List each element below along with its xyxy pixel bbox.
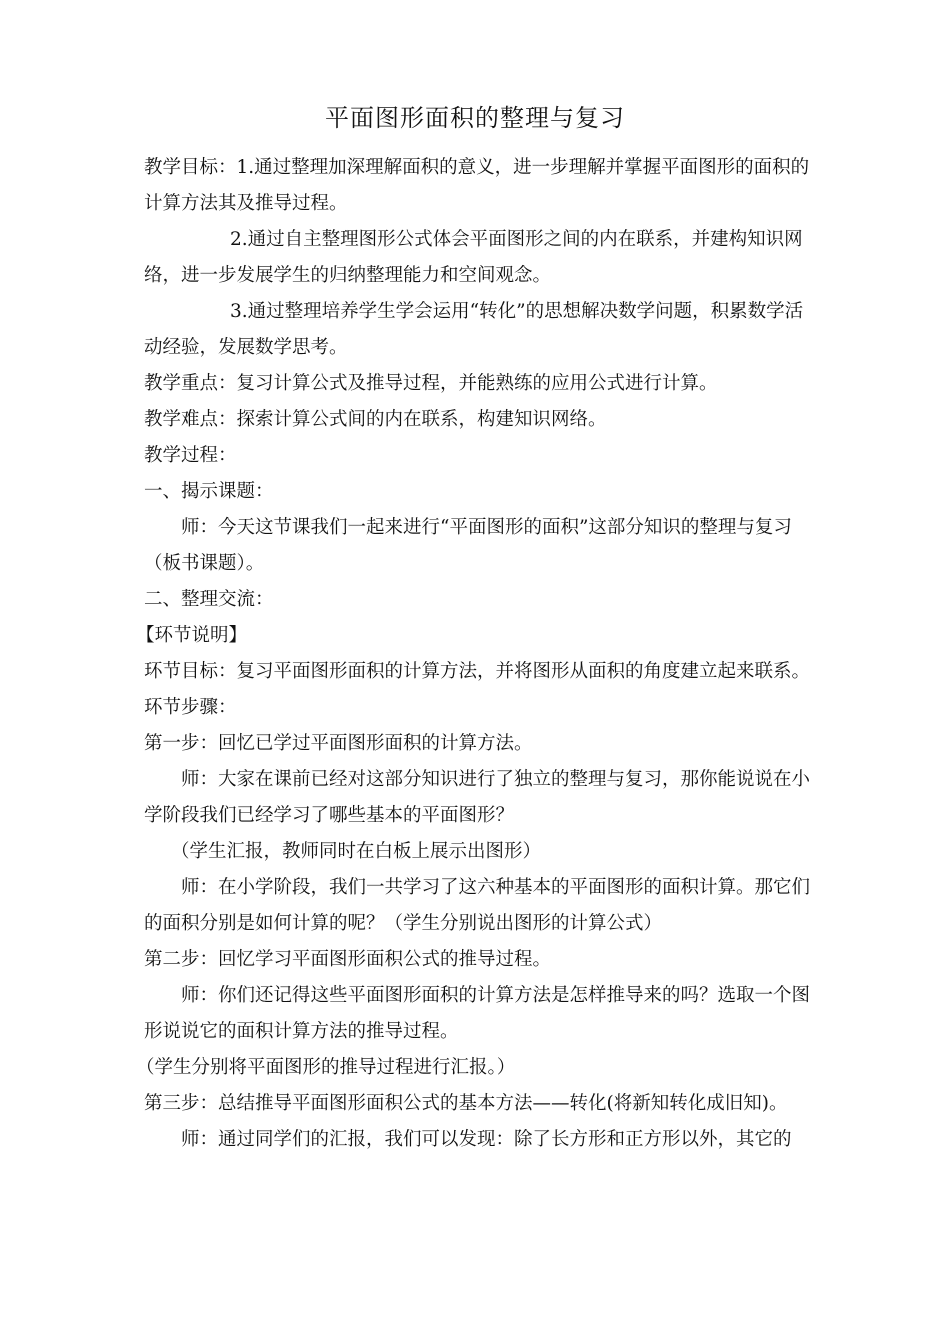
step-2: 第二步：回忆学习平面图形面积公式的推导过程。 [144,949,552,970]
teacher-question-3: 师：你们还记得这些平面图形面积的计算方法是怎样推导来的吗？选取一个图形说说它的面积计算方法的推导过程。 [144,985,811,1042]
teacher-question-2: 师：在小学阶段，我们一共学习了这六种基本的平面图形的面积计算。那它们的面积分别是如何计算的呢？（学生分别说出图形的计算公式） [144,877,811,934]
section-1-heading: 一、揭示课题： [144,481,274,502]
teacher-question-1: 师：大家在课前已经对这部分知识进行了独立的整理与复习，那你能说说在小学阶段我们已经学习了哪些基本的平面图形？ [144,769,811,826]
section-2-heading: 二、整理交流： [144,589,274,610]
segment-note-heading: 【环节说明】 [136,625,248,646]
teaching-goal-2: 2.通过自主整理图形公式体会平面图形之间的内在联系，并建构知识网络，进一步发展学生的归纳整理能力和空间观念。 [144,229,803,286]
teaching-goal-1: 教学目标：1.通过整理加深理解面积的意义，进一步理解并掌握平面图形的面积的计算方法其及推导过程。 [144,157,810,214]
step-3: 第三步：总结推导平面图形面积公式的基本方法——转化(将新知转化成旧知)。 [144,1093,788,1114]
teaching-process-heading: 教学过程： [144,445,237,466]
teaching-focus: 教学重点：复习计算公式及推导过程，并能熟练的应用公式进行计算。 [144,373,718,394]
teaching-difficulty: 教学难点：探索计算公式间的内在联系，构建知识网络。 [144,409,607,430]
student-report-1: （学生汇报，教师同时在白板上展示出图形） [171,841,542,862]
document-body [136,150,818,1158]
teaching-goal-3: 3.通过整理培养学生学会运用“转化”的思想解决数学问题，积累数学活动经验，发展数学思考。 [144,301,804,358]
step-1: 第一步：回忆已学过平面图形面积的计算方法。 [144,733,533,754]
teacher-summary: 师：通过同学们的汇报，我们可以发现：除了长方形和正方形以外，其它的 [181,1129,792,1150]
page-title: 平面图形面积的整理与复习 [325,104,625,132]
segment-steps-heading: 环节步骤： [144,697,237,718]
teacher-intro: 师：今天这节课我们一起来进行“平面图形的面积”这部分知识的整理与复习（板书课题）。 [144,517,792,574]
segment-goal: 环节目标：复习平面图形面积的计算方法，并将图形从面积的角度建立起来联系。 [144,661,811,682]
student-report-2: （学生分别将平面图形的推导过程进行汇报。） [136,1057,516,1078]
